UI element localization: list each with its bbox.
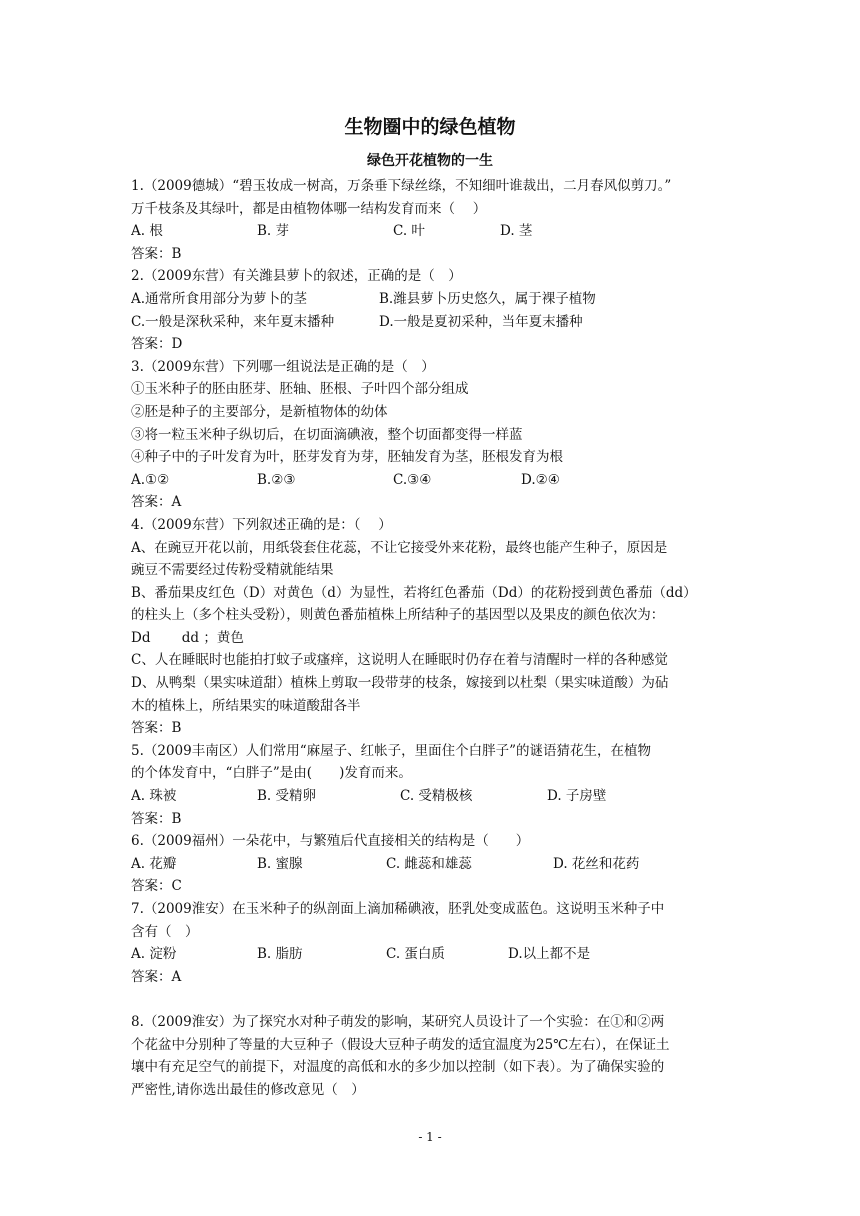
option: C. 蛋白质: [386, 946, 445, 963]
question-2-options-row2: [131, 311, 736, 334]
question-3-answer: 答案：A: [131, 494, 182, 511]
question-8-text-cont: 严密性,请你选出最佳的修改意见（ ）: [131, 1081, 365, 1098]
option-b: B、番茄果皮红色（D）对黄色（d）为显性，若将红色番茄（Dd）的花粉授到黄色番茄（dd）: [131, 584, 697, 601]
option: C. 叶: [393, 223, 425, 240]
option: B. 受精卵: [257, 788, 317, 805]
option-d-cont: 木的植株上，所结果实的味道酸甜各半: [131, 697, 361, 714]
blank-line: [131, 988, 736, 1011]
section-subtitle: 绿色开花植物的一生: [367, 153, 493, 169]
option: C. 受精极核: [400, 788, 473, 805]
question-8-text-cont: 个花盆中分别种了等量的大豆种子（假设大豆种子萌发的适宜温度为25℃左右），在保证土: [131, 1036, 670, 1053]
option: A. 淀粉: [131, 946, 177, 963]
question-3-text: 3.（2009东营）下列哪一组说法是正确的是（ ）: [131, 358, 435, 375]
statement-2: ②胚是种子的主要部分，是新植物体的幼体: [131, 403, 388, 420]
question-7-options: [131, 943, 736, 966]
question-list: [131, 175, 736, 1101]
question-6-options: [131, 853, 736, 876]
option: A.①②: [131, 471, 170, 488]
option: A. 根: [131, 223, 163, 240]
question-1-answer: 答案：B: [131, 245, 182, 262]
option-b-cont: 的柱头上（多个柱头受粉），则黄色番茄植株上所结种子的基因型以及果皮的颜色依次为：: [131, 607, 665, 624]
option: D. 子房壁: [547, 788, 607, 805]
question-4-text: 4.（2009东营）下列叙述正确的是：（ ）: [131, 516, 392, 533]
question-8-text-cont: 壤中有充足空气的前提下，对温度的高低和水的多少加以控制（如下表）。为了确保实验的: [131, 1059, 665, 1076]
question-1-text-cont: 万千枝条及其绿叶，都是由植物体哪一结构发育而来（ ）: [131, 200, 487, 217]
page-title: 生物圈中的绿色植物: [344, 116, 516, 138]
question-2-answer: 答案：D: [131, 336, 183, 353]
statement-4: ④种子中的子叶发育为叶，胚芽发育为芽，胚轴发育为茎，胚根发育为根: [131, 449, 563, 466]
question-5-answer: 答案：B: [131, 810, 182, 827]
question-2-options-row1: [131, 288, 736, 311]
option-b-cont: Dd dd ；黄色: [131, 629, 244, 646]
option: C.③④: [393, 471, 432, 488]
question-3-options: [131, 469, 736, 492]
option: D.以上都不是: [508, 946, 591, 963]
question-1-text: 1.（2009德城）“碧玉妆成一树高，万条垂下绿丝绦，不知细叶谁裁出，二月春风似剪刀。”: [131, 178, 672, 194]
option: B. 蜜腺: [257, 855, 303, 872]
option: A.通常所食用部分为萝卜的茎: [131, 290, 308, 307]
option: D. 花丝和花药: [553, 855, 640, 872]
option: A. 花瓣: [131, 855, 177, 872]
question-6-answer: 答案：C: [131, 878, 182, 895]
option-a-cont: 豌豆不需要经过传粉受精就能结果: [131, 562, 334, 579]
option: D.一般是夏初采种，当年夏末播种: [379, 313, 583, 330]
option-d: D、从鸭梨（果实味道甜）植株上剪取一段带芽的枝条，嫁接到以杜梨（果实味道酸）为砧: [131, 675, 669, 692]
question-7-answer: 答案：A: [131, 968, 182, 985]
page-number: - 1 -: [418, 1130, 442, 1144]
question-7-text: 7.（2009淮安）在玉米种子的纵剖面上滴加稀碘液，胚乳处变成蓝色。这说明玉米种子中: [131, 901, 665, 917]
question-4-answer: 答案：B: [131, 720, 182, 737]
option: A. 珠被: [131, 788, 177, 805]
question-5-options: [131, 785, 736, 808]
option: D. 茎: [500, 223, 533, 240]
option: B. 芽: [257, 223, 290, 240]
option: C. 雌蕊和雄蕊: [386, 855, 472, 872]
question-5-text-cont: 的个体发育中，“白胖子”是由( )发育而来。: [131, 765, 412, 782]
option: B.②③: [257, 471, 296, 488]
question-2-text: 2.（2009东营）有关潍县萝卜的叙述，正确的是（ ）: [131, 268, 462, 285]
option-c: C、人在睡眠时也能拍打蚊子或瘙痒，这说明人在睡眠时仍存在着与清醒时一样的各种感觉: [131, 652, 668, 669]
question-8-text: 8.（2009淮安）为了探究水对种子萌发的影响，某研究人员设计了一个实验：在①和②两: [131, 1013, 665, 1030]
option: B.潍县萝卜历史悠久，属于裸子植物: [379, 290, 596, 307]
question-7-text-cont: 含有（ ）: [131, 923, 199, 940]
statement-3: ③将一粒玉米种子纵切后，在切面滴碘液，整个切面都变得一样蓝: [131, 426, 523, 443]
option: C.一般是深秋采种，来年夏末播种: [131, 313, 335, 330]
option-a: A、在豌豆开花以前，用纸袋套住花蕊，不让它接受外来花粉，最终也能产生种子，原因是: [131, 539, 668, 556]
question-1-options: [131, 220, 736, 243]
question-5-text: 5.（2009丰南区）人们常用“麻屋子、红帐子，里面住个白胖子”的谜语猜花生，在植物: [131, 742, 652, 759]
question-6-text: 6.（2009福州）一朵花中，与繁殖后代直接相关的结构是（ ）: [131, 833, 530, 850]
statement-1: ①玉米种子的胚由胚芽、胚轴、胚根、子叶四个部分组成: [131, 381, 469, 398]
option: B. 脂肪: [257, 946, 303, 963]
option: D.②④: [521, 471, 560, 488]
